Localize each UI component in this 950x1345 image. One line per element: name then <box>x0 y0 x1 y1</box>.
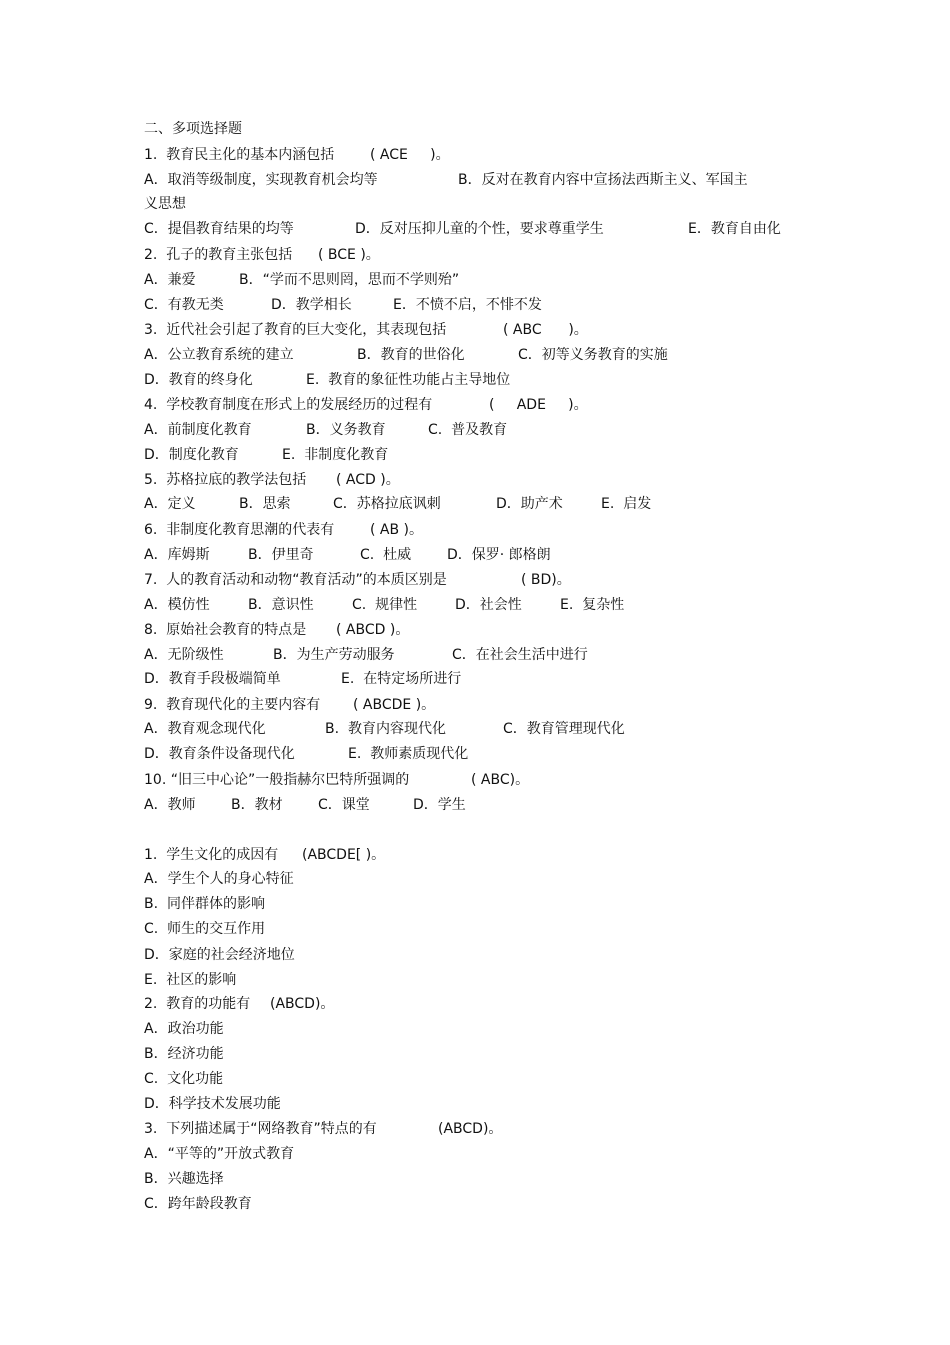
option-line <box>0 720 625 738</box>
question-line <box>0 995 335 1013</box>
option-text: A．取消等级制度，实现教育机会均等 <box>144 172 378 188</box>
question-line <box>0 521 424 539</box>
option-text: A．教师 <box>144 797 196 813</box>
question-text: 3. 下列描述属于“网络教育”特点的有 <box>144 1121 377 1137</box>
option-text: E. 在特定场所进行 <box>341 671 462 687</box>
question-text: 3. 近代社会引起了教育的巨大变化，其表现包括 <box>144 322 447 338</box>
option-text: C．教育管理现代化 <box>503 721 625 737</box>
option-text: C．苏格拉底讽刺 <box>333 496 441 512</box>
question-line <box>0 621 410 639</box>
option-line <box>0 796 466 814</box>
option-text: D．助产术 <box>496 496 563 512</box>
option-line <box>0 271 460 289</box>
option-text: D．教育手段极端简单 <box>144 671 281 687</box>
option-text: A．学生个人的身心特征 <box>144 871 294 887</box>
question-text: 8. 原始社会教育的特点是 <box>144 622 307 638</box>
option-text: D．教育的终身化 <box>144 372 253 388</box>
option-text: E．教育自由化 <box>688 221 781 237</box>
option-line <box>0 446 389 464</box>
option-text: E．不愤不启，不悱不发 <box>393 297 542 313</box>
answer-text: (ABCD)。 <box>438 1121 503 1137</box>
option-line <box>0 1145 295 1163</box>
option-text: D．社会性 <box>455 597 522 613</box>
answer-text: ( ACD )。 <box>336 472 400 488</box>
option-line <box>0 171 748 189</box>
option-line <box>0 870 294 888</box>
option-text: C．跨年龄段教育 <box>144 1196 252 1212</box>
option-line <box>0 1070 224 1088</box>
section-heading <box>0 120 242 138</box>
question-text: 9. 教育现代化的主要内容有 <box>144 697 321 713</box>
option-text: C．初等义务教育的实施 <box>518 347 668 363</box>
answer-text: ( ABC )。 <box>503 322 588 338</box>
answer-text: (ABCD)。 <box>270 996 335 1012</box>
option-text: C. 师生的交互作用 <box>144 921 266 937</box>
section-title: 二、多项选择题 <box>144 121 242 137</box>
option-line <box>0 596 625 614</box>
question-line <box>0 846 386 864</box>
option-text: C．提倡教育结果的均等 <box>144 221 294 237</box>
answer-text: ( BCE )。 <box>318 247 380 263</box>
option-text: C. 文化功能 <box>144 1071 224 1087</box>
option-text: D．保罗· 郎格朗 <box>447 547 551 563</box>
option-text: D．家庭的社会经济地位 <box>144 947 295 963</box>
option-text: B．“学而不思则罔，思而不学则殆” <box>239 272 460 288</box>
option-text: C. 普及教育 <box>428 422 508 438</box>
option-line <box>0 296 542 314</box>
option-line <box>0 1020 224 1038</box>
option-line <box>0 346 668 364</box>
option-text: C．课堂 <box>318 797 370 813</box>
option-text: A．前制度化教育 <box>144 422 252 438</box>
option-text: C. 规律性 <box>352 597 418 613</box>
option-line <box>0 421 508 439</box>
answer-text: ( ACE )。 <box>370 147 450 163</box>
option-text: E. 教育的象征性功能占主导地位 <box>306 372 511 388</box>
answer-text: ( BD)。 <box>521 572 571 588</box>
option-text: D．教学相长 <box>271 297 352 313</box>
option-text: B．为生产劳动服务 <box>273 647 395 663</box>
option-text: A．公立教育系统的建立 <box>144 347 294 363</box>
answer-text: ( ABCDE )。 <box>353 697 436 713</box>
option-text: E. 启发 <box>601 496 652 512</box>
option-text: C. 杜威 <box>360 547 412 563</box>
option-line <box>0 1045 224 1063</box>
option-text: D．学生 <box>413 797 466 813</box>
option-text: A．定义 <box>144 496 196 512</box>
option-text: B．思索 <box>239 496 291 512</box>
answer-text: ( AB )。 <box>370 522 424 538</box>
question-text: 7. 人的教育活动和动物“教育活动”的本质区别是 <box>144 572 447 588</box>
answer-text: ( ADE )。 <box>489 397 588 413</box>
option-line <box>0 895 265 913</box>
option-text: A．模仿性 <box>144 597 210 613</box>
option-text: B．意识性 <box>248 597 314 613</box>
option-text: C．在社会生活中进行 <box>452 647 588 663</box>
option-text: E. 社区的影响 <box>144 972 237 988</box>
option-text: 义思想 <box>144 196 186 212</box>
option-text: B．伊里奇 <box>248 547 314 563</box>
question-text: 4. 学校教育制度在形式上的发展经历的过程有 <box>144 397 433 413</box>
question-text: 10. “旧三中心论”一般指赫尔巴特所强调的 <box>144 772 410 788</box>
question-text: 2. 教育的功能有 <box>144 996 251 1012</box>
question-line <box>0 246 380 264</box>
option-text: A．政治功能 <box>144 1021 224 1037</box>
question-text: 1. 学生文化的成因有 <box>144 847 279 863</box>
option-line <box>0 971 237 989</box>
question-text: 1. 教育民主化的基本内涵包括 <box>144 147 335 163</box>
option-line <box>0 670 462 688</box>
option-text: A．兼爱 <box>144 272 196 288</box>
answer-text: ( ABC)。 <box>471 772 530 788</box>
option-line <box>0 546 551 564</box>
question-line <box>0 1120 503 1138</box>
question-text: 6. 非制度化教育思潮的代表有 <box>144 522 335 538</box>
question-line <box>0 771 530 789</box>
question-line <box>0 146 450 164</box>
option-line <box>0 220 781 238</box>
option-line <box>0 1170 224 1188</box>
option-line <box>0 920 266 938</box>
option-text: B．经济功能 <box>144 1046 224 1062</box>
option-text: A．教育观念现代化 <box>144 721 266 737</box>
option-text: E. 教师素质现代化 <box>348 746 469 762</box>
question-text: 5. 苏格拉底的教学法包括 <box>144 472 307 488</box>
option-text: A．库姆斯 <box>144 547 210 563</box>
question-line <box>0 321 588 339</box>
option-text: E. 非制度化教育 <box>282 447 389 463</box>
answer-text: (ABCDE[ )。 <box>302 847 386 863</box>
option-line <box>0 371 511 389</box>
option-text: D．科学技术发展功能 <box>144 1096 281 1112</box>
option-text: C．有教无类 <box>144 297 224 313</box>
option-text: B．义务教育 <box>306 422 386 438</box>
option-text: B．反对在教育内容中宣扬法西斯主义、军国主 <box>458 172 748 188</box>
answer-text: ( ABCD )。 <box>336 622 410 638</box>
question-line <box>0 396 588 414</box>
option-line <box>0 745 469 763</box>
option-text: B. 教育内容现代化 <box>325 721 446 737</box>
option-line <box>0 646 588 664</box>
option-line <box>0 1095 281 1113</box>
option-text: A．“平等的”开放式教育 <box>144 1146 295 1162</box>
option-text: B. 同伴群体的影响 <box>144 896 265 912</box>
option-line <box>0 495 652 513</box>
option-text: B．兴趣选择 <box>144 1171 224 1187</box>
option-line <box>0 1195 252 1213</box>
option-text: A．无阶级性 <box>144 647 224 663</box>
option-line <box>0 195 186 213</box>
option-text: B．教育的世俗化 <box>357 347 465 363</box>
option-text: D．反对压抑儿童的个性，要求尊重学生 <box>355 221 604 237</box>
question-line <box>0 696 436 714</box>
option-text: B．教材 <box>231 797 283 813</box>
option-text: E. 复杂性 <box>560 597 625 613</box>
option-text: D．制度化教育 <box>144 447 239 463</box>
question-line <box>0 471 400 489</box>
option-text: D．教育条件设备现代化 <box>144 746 295 762</box>
question-line <box>0 571 571 589</box>
question-text: 2. 孔子的教育主张包括 <box>144 247 293 263</box>
option-line <box>0 946 295 964</box>
